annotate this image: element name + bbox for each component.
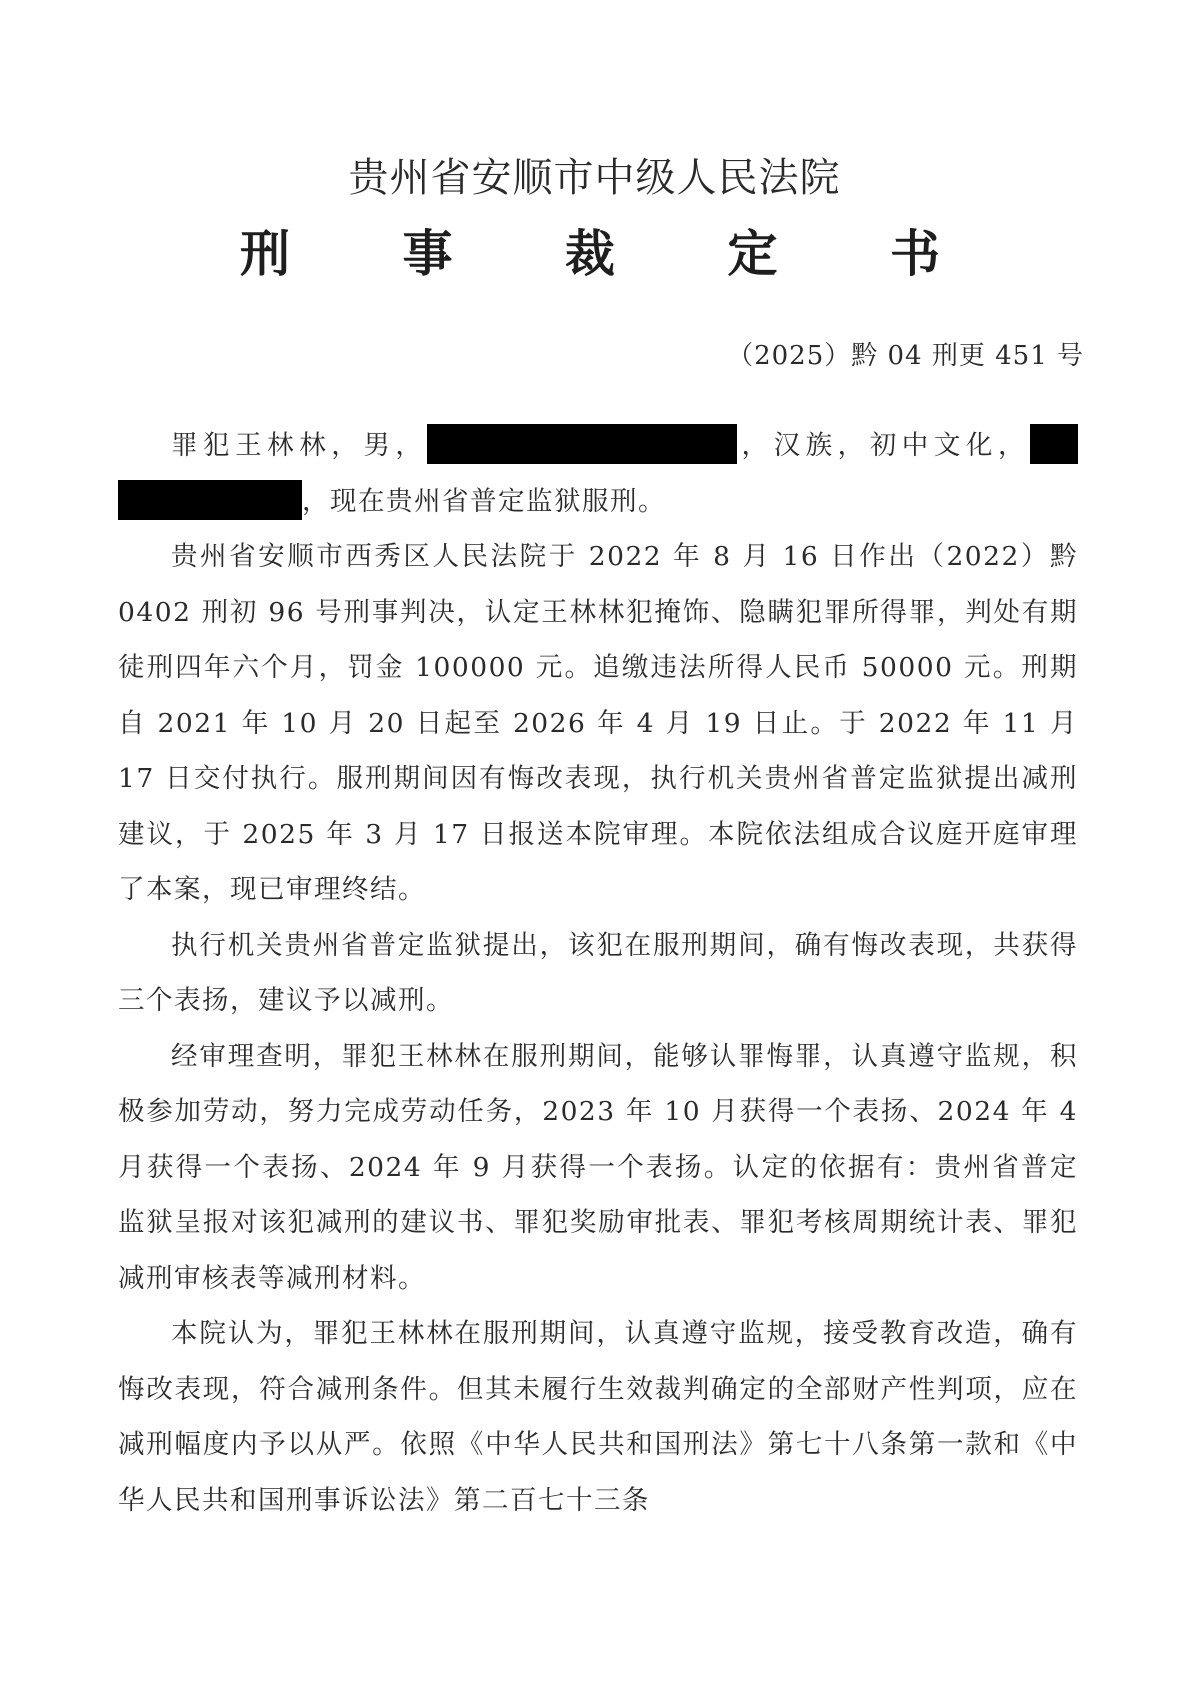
defendant-info-text: ，现在贵州省普定监狱服刑。 [302,485,666,517]
title-char: 事 [402,225,453,283]
redaction-block [427,424,737,464]
defendant-info-text: ，汉族，初中文化， [737,430,1031,461]
paragraph-findings: 经审理查明，罪犯王林林在服刑期间，能够认罪悔罪，认真遵守监规，积极参加劳动，努力完成劳动任务，2023 年 10 月获得一个表扬、2024 年 4 月获得一个表扬、2024 年 9 月获得一个表扬。认定的依据有：贵州省普定监狱呈报对该犯减刑的建议书、罪犯奖励审批表、罪犯考核周期统计表、罪犯减刑审核表等减刑材料。 [118,1040,1078,1294]
title-char: 书 [890,225,940,283]
title-char: 裁 [565,225,615,283]
paragraph-court-opinion: 本院认为，罪犯王林林在服刑期间，认真遵守监规，接受教育改造，确有悔改表现，符合减刑条件。但其未履行生效裁判确定的全部财产性判项，应在减刑幅度内予以从严。依照《中华人民共和国刑法》第七十八条第一款和《中华人民共和国刑事诉讼法》第二百七十三条 [118,1318,1078,1516]
title-char: 定 [727,225,778,283]
defendant-info-text: 罪犯王林林，男， [171,430,428,461]
redaction-block [1030,424,1078,464]
title-char: 刑 [240,225,290,283]
case-number: （2025）黔 04 刑更 451 号 [727,341,1084,371]
paragraph-original-judgment: 贵州省安顺市西秀区人民法院于 2022 年 8 月 16 日作出（2022）黔 0402 刑初 96 号刑事判决，认定王林林犯掩饰、隐瞒犯罪所得罪，判处有期徒刑四年六个月，罚金 100000 元。追缴违法所得人民币 50000 元。刑期自 2021 年 10 月 20 日起至 2026 年 4 月 19 日止。于 2022 年 11 月 17 日交付执行。服刑期间因有悔改表现，执行机关贵州省普定监狱提出减刑建议，于 2025 年 3 月 17 日报送本院审理。本院依法组成合议庭开庭审理了本案，现已审理终结。 [118,541,1078,905]
document-body [118,418,1078,1528]
document-title [240,222,940,286]
redaction-block [118,480,302,520]
paragraph-defendant-info [118,418,1078,529]
court-name: 贵州省安顺市中级人民法院 [348,155,841,201]
paragraph-prison-proposal: 执行机关贵州省普定监狱提出，该犯在服刑期间，确有悔改表现，共获得三个表扬，建议予以减刑。 [118,929,1078,1016]
